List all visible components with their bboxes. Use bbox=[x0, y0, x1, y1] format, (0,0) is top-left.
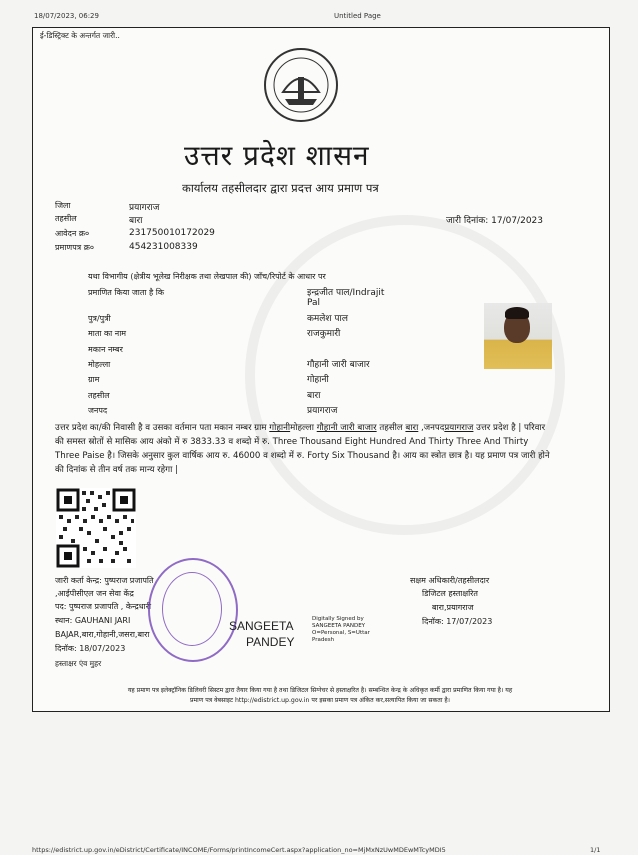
signer-name-line1: SANGEETA bbox=[229, 619, 294, 633]
issuer-place-line2: BAJAR,बारा,गोहानी,जसरा,बारा bbox=[55, 630, 150, 639]
print-page-number: 1/1 bbox=[590, 846, 601, 854]
footer-line1: यह प्रमाण पत्र इलेक्ट्रॉनिक डिलिवरी सिस्टम द्वारा तैयार किया गया है तथा डिजिटल सिग्नेचर से हस्ताक्षरित है। सम्बन्धित केन्द्र के अधिकृत कर्मी द्वारा प्रमाणित किया गया है। यह bbox=[127, 687, 513, 694]
print-url: https://edistrict.up.gov.in/eDistrict/Certificate/INCOME/Forms/printIncomeCert.aspx?application_no=MjMxNzUwMDEwMTcyMDI5 bbox=[32, 846, 446, 854]
authority-date: दिनॉक: 17/07/2023 bbox=[422, 617, 493, 626]
detail-label-district: जनपद bbox=[88, 406, 108, 415]
certificate-paragraph bbox=[55, 421, 555, 477]
detail-label-tehsil: तहसील bbox=[88, 391, 110, 400]
applicant-name-line2: Pal bbox=[307, 298, 321, 308]
up-emblem-logo bbox=[263, 47, 339, 123]
detail-label-house-no: मकान नम्बर bbox=[88, 345, 123, 354]
print-page-title: Untitled Page bbox=[334, 12, 381, 20]
issuer-sign-seal: हस्ताक्षर एंव मुहर bbox=[55, 659, 102, 668]
document-title: उत्तर प्रदेश शासन bbox=[184, 139, 370, 172]
meta-label-district: जिला bbox=[55, 201, 71, 210]
digital-sign-line2: SANGEETA PANDEY bbox=[312, 623, 366, 629]
issuer-center-name: ,आईपीसीएल जन सेवा केंद्र bbox=[55, 589, 134, 598]
issuer-post: पद: पुष्पराज प्रजापति , केन्द्रधारी bbox=[55, 602, 152, 611]
digital-sign-line1: Digitally Signed by bbox=[312, 616, 364, 622]
authority-place: बारा,प्रयागराज bbox=[432, 603, 474, 612]
intro-line2: प्रमाणित किया जाता है कि bbox=[88, 288, 165, 297]
meta-value-application-no: 231750010172029 bbox=[129, 228, 215, 238]
applicant-photo bbox=[484, 303, 552, 369]
meta-label-tehsil: तहसील bbox=[55, 214, 77, 223]
para-text-3: तहसील bbox=[376, 423, 406, 433]
digital-signature-note bbox=[312, 616, 370, 644]
para-mohalla: गौहानी जारी बाजार bbox=[316, 423, 377, 433]
watermark-emblem bbox=[245, 215, 565, 535]
center-stamp-seal bbox=[148, 558, 238, 662]
para-text-4: ,जनपद bbox=[418, 423, 445, 433]
para-tehsil: बारा bbox=[405, 423, 419, 433]
authority-title: सक्षम अधिकारी/तहसीलदार bbox=[410, 576, 490, 585]
digital-sign-line4: Pradesh bbox=[312, 637, 335, 643]
para-text-5: उत्तर प्रदेश है | परिवार की समस्त स्रोतों से मासिक आय अंको में रु 3833.33 व शब्दो में रु. Three Thousand Eight Hundred And Thirty Three And Thirty Three Paise है। जिसके अनुसार कुल वार्षिक आय रु. 46000 व शब्दो में रु. Forty Six Thousand है। आय का स्त्रोत छात्र है। यह प्रमाण पत्र जारी होने की दिनांक से तीन वर्ष तक मान्य रहेगा | bbox=[55, 423, 550, 475]
detail-value-mohalla: गौहानी जारी बाजार bbox=[307, 360, 370, 370]
detail-value-tehsil: बारा bbox=[307, 391, 321, 401]
meta-value-tehsil: बारा bbox=[129, 216, 143, 226]
issuer-center: जारी कर्ता केन्द्र: पुष्पराज प्रजापति bbox=[55, 576, 154, 585]
detail-value-district: प्रयागराज bbox=[307, 406, 338, 416]
detail-label-village: ग्राम bbox=[88, 375, 100, 384]
applicant-name-line1: इन्द्रजीत पाल/Indrajit bbox=[307, 288, 385, 298]
detail-value-mother: राजकुमारी bbox=[307, 329, 341, 339]
detail-value-parent: कमलेश पाल bbox=[307, 314, 348, 324]
document-subtitle: कार्यालय तहसीलदार द्वारा प्रदत्त आय प्रमाण पत्र bbox=[182, 181, 379, 195]
para-text-1: उत्तर प्रदेश का/की निवासी है व उसका वर्तमान पता मकान नम्बर ग्राम bbox=[55, 423, 270, 433]
para-village: गोहानी bbox=[269, 423, 291, 433]
qr-code bbox=[56, 488, 136, 568]
para-text-2: मोहल्ला bbox=[290, 423, 317, 433]
meta-label-application-no: आवेदन क्र० bbox=[55, 229, 90, 238]
issuer-place-line1: स्थान: GAUHANI JARI bbox=[55, 616, 131, 625]
signer-name-line2: PANDEY bbox=[246, 635, 295, 649]
intro-line1: यथा विभागीय (क्षेत्रीय भूलेख निरीक्षक तथा लेखपाल की) जाँच/रिपोर्ट के आधार पर bbox=[88, 272, 326, 281]
para-district: प्रयागराज bbox=[444, 423, 474, 433]
digital-sign-line3: O=Personal, S=Uttar bbox=[312, 630, 370, 636]
detail-label-parent: पुत्र/पुत्री bbox=[88, 314, 111, 323]
meta-value-certificate-no: 454231008339 bbox=[129, 242, 198, 252]
certificate-footer-note bbox=[40, 686, 600, 706]
detail-label-mother: माता का नाम bbox=[88, 329, 127, 338]
issuer-date: दिनॉक: 18/07/2023 bbox=[55, 644, 126, 653]
detail-value-village: गोहानी bbox=[307, 375, 329, 385]
top-note: ई-डिस्ट्रिक्ट के अन्तर्गत जारी.. bbox=[40, 31, 120, 40]
detail-label-mohalla: मोहल्ला bbox=[88, 360, 111, 369]
meta-value-district: प्रयागराज bbox=[129, 203, 160, 213]
issue-date: जारी दिनांक: 17/07/2023 bbox=[446, 216, 543, 226]
footer-line2: प्रमाण पत्र वेबसाइट http://edistrict.up.gov.in पर इसका प्रमाण पत्र अंकित कर,सत्यापित किया जा सकता है। bbox=[189, 697, 451, 704]
authority-digital: डिजिटल हस्ताक्षरित bbox=[422, 589, 478, 598]
print-datetime: 18/07/2023, 06:29 bbox=[34, 12, 99, 20]
meta-label-certificate-no: प्रमाणपत्र क्र० bbox=[55, 243, 94, 252]
